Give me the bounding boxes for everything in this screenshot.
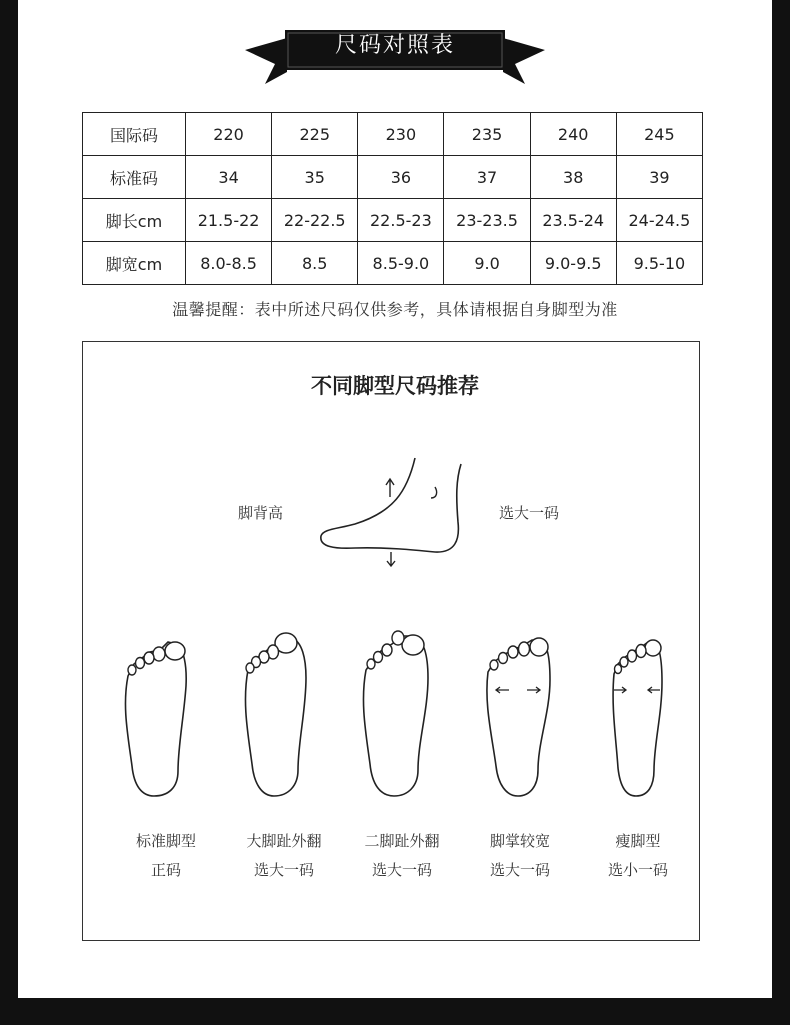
foot-type: 二脚趾外翻: [364, 832, 440, 850]
foot-label-wide: [455, 827, 585, 885]
page-title: 尺码对照表: [334, 33, 455, 58]
foot-advice: 选小一码: [607, 861, 668, 879]
table-cell: 38: [530, 156, 616, 199]
instep-advice: 选大一码: [499, 504, 560, 522]
foot-advice: 正码: [150, 861, 181, 879]
high-instep-foot-icon: [315, 452, 470, 572]
instep-label: 脚背高: [238, 504, 284, 522]
table-row: [83, 242, 703, 285]
table-cell: 37: [444, 156, 530, 199]
standard-foot-icon: [120, 636, 192, 802]
table-cell: 9.0: [444, 242, 530, 285]
size-table: [82, 112, 703, 285]
size-tip: 温馨提醒：表中所述尺码仅供参考，具体请根据自身脚型为准: [172, 300, 618, 319]
row-header: 脚长cm: [83, 199, 186, 242]
foot-advice: 选大一码: [371, 861, 432, 879]
foot-label-standard: [101, 827, 231, 885]
table-cell: 35: [272, 156, 358, 199]
foot-type: 脚掌较宽: [489, 832, 550, 850]
narrow-foot-icon: [608, 634, 668, 802]
table-cell: 21.5-22: [186, 199, 272, 242]
table-cell: 8.5: [272, 242, 358, 285]
foot-type: 标准脚型: [135, 832, 196, 850]
table-cell: 22-22.5: [272, 199, 358, 242]
row-header: 脚宽cm: [83, 242, 186, 285]
foot-label-second-toe: [337, 827, 467, 885]
table-row: [83, 156, 703, 199]
foot-advice: 选大一码: [253, 861, 314, 879]
table-cell: 23.5-24: [530, 199, 616, 242]
recommendation-title: 不同脚型尺码推荐: [311, 374, 479, 398]
table-cell: 245: [616, 113, 702, 156]
table-cell: 8.0-8.5: [186, 242, 272, 285]
table-cell: 9.0-9.5: [530, 242, 616, 285]
table-cell: 230: [358, 113, 444, 156]
row-header: 标准码: [83, 156, 186, 199]
table-row: [83, 199, 703, 242]
table-cell: 24-24.5: [616, 199, 702, 242]
wide-foot-icon: [482, 632, 554, 802]
foot-type: 瘦脚型: [615, 832, 661, 850]
table-cell: 39: [616, 156, 702, 199]
table-cell: 23-23.5: [444, 199, 530, 242]
table-cell: 235: [444, 113, 530, 156]
foot-label-bunion: [219, 827, 349, 885]
table-row: [83, 113, 703, 156]
table-cell: 220: [186, 113, 272, 156]
table-cell: 34: [186, 156, 272, 199]
table-cell: 225: [272, 113, 358, 156]
second-toe-foot-icon: [358, 628, 436, 802]
table-cell: 8.5-9.0: [358, 242, 444, 285]
foot-type: 大脚趾外翻: [246, 832, 322, 850]
table-cell: 9.5-10: [616, 242, 702, 285]
bunion-foot-icon: [240, 630, 312, 802]
table-cell: 240: [530, 113, 616, 156]
table-cell: 22.5-23: [358, 199, 444, 242]
foot-advice: 选大一码: [489, 861, 550, 879]
row-header: 国际码: [83, 113, 186, 156]
table-cell: 36: [358, 156, 444, 199]
foot-label-narrow: [573, 827, 703, 885]
